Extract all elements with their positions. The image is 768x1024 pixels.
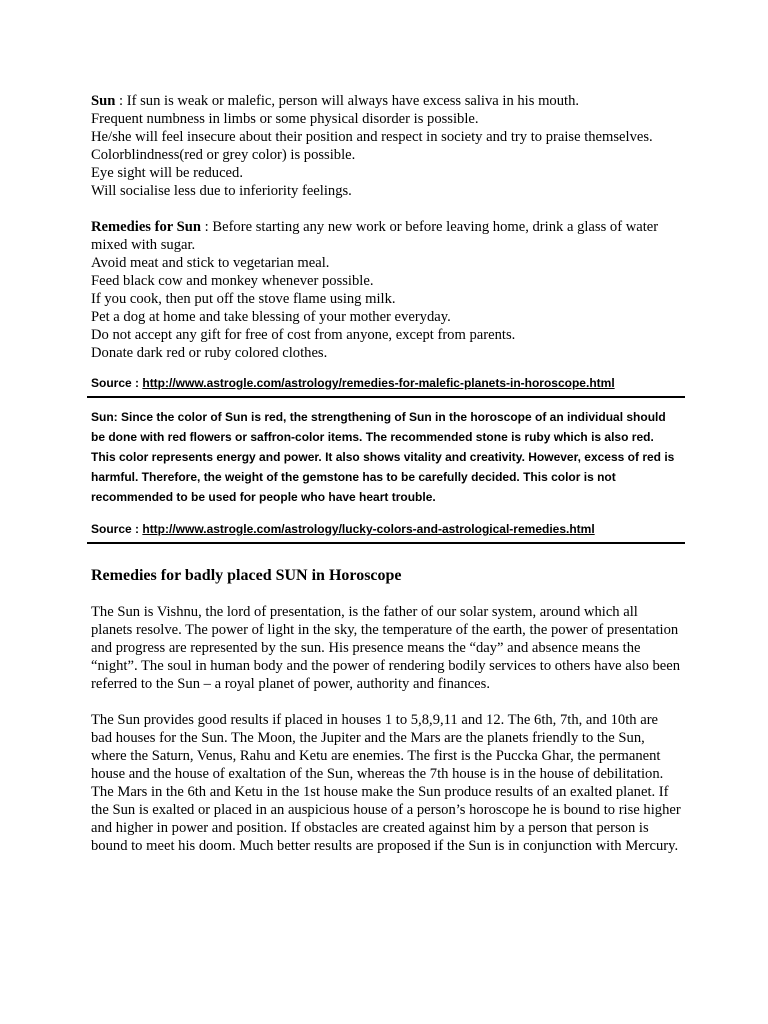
sun-effect-item: He/she will feel insecure about their position and respect in society and try to praise themselves. bbox=[91, 129, 653, 145]
source-label: Source : bbox=[91, 522, 143, 536]
sun-effects-section bbox=[91, 92, 681, 200]
sun-effect-text: If sun is weak or malefic, person will always have excess saliva in his mouth. bbox=[126, 93, 580, 109]
source-link-1[interactable]: http://www.astrogle.com/astrology/remedies-for-malefic-planets-in-horoscope.html bbox=[142, 376, 615, 390]
sun-effects-first-line bbox=[91, 92, 681, 110]
sun-effect-item: Eye sight will be reduced. bbox=[91, 165, 243, 181]
article-heading: Remedies for badly placed SUN in Horoscope bbox=[91, 567, 402, 584]
source-line-1 bbox=[91, 374, 681, 392]
remedy-item: Feed black cow and monkey whenever possible. bbox=[91, 273, 374, 289]
divider-1 bbox=[87, 396, 685, 398]
remedies-label: Remedies for Sun bbox=[91, 219, 201, 235]
document-page bbox=[91, 92, 681, 855]
sun-effect-item: Will socialise less due to inferiority feelings. bbox=[91, 183, 352, 199]
sun-label: Sun bbox=[91, 93, 116, 109]
article-paragraph-2: The Sun provides good results if placed in houses 1 to 5,8,9,11 and 12. The 6th, 7th, and 10th are bad houses for the Sun. The Moon, the Jupiter and the Mars are the planets friendly to the Sun, where the Saturn, Venus, Rahu and Ketu are enemies. The first is the Puccka Ghar, the permanent house and the house of exaltation of the Sun, whereas the 7th house is in the house of debilitation. The Mars in the 6th and Ketu in the 1st house make the Sun produce results of an exalted planet. If the Sun is exalted or placed in an auspicious house of a person’s horoscope he is bound to rise higher and higher in power and position. If obstacles are created against him by a person that person is bound to meet his doom. Much better results are proposed if the Sun is in conjunction with Mercury. bbox=[91, 712, 681, 854]
source-link-2[interactable]: http://www.astrogle.com/astrology/lucky-colors-and-astrological-remedies.html bbox=[142, 522, 595, 536]
remedy-item: Avoid meat and stick to vegetarian meal. bbox=[91, 255, 330, 271]
sun-color-section bbox=[91, 407, 681, 507]
sun-label-separator: : bbox=[115, 93, 127, 109]
source-label: Source : bbox=[91, 376, 143, 390]
sun-effect-item: Frequent numbness in limbs or some physical disorder is possible. bbox=[91, 111, 479, 127]
sun-effect-item: Colorblindness(red or grey color) is possible. bbox=[91, 147, 356, 163]
remedies-label-separator: : bbox=[201, 219, 213, 235]
divider-2 bbox=[87, 542, 685, 544]
remedies-section bbox=[91, 218, 681, 362]
remedy-text: Before starting any new work or before leaving home, drink a glass of water mixed with sugar. bbox=[91, 219, 659, 253]
source-line-2 bbox=[91, 520, 681, 538]
sun-color-text: Sun: Since the color of Sun is red, the strengthening of Sun in the horoscope of an individual should be done with red flowers or saffron-color items. The recommended stone is ruby which is also red. This color represents energy and power. It also shows vitality and creativity. However, excess of red is harmful. Therefore, the weight of the gemstone has to be carefully decided. This color is not recommended to be used for people who have heart trouble. bbox=[91, 410, 675, 504]
spacer bbox=[91, 693, 681, 711]
remedy-item: Donate dark red or ruby colored clothes. bbox=[91, 345, 328, 361]
spacer bbox=[91, 200, 681, 218]
remedies-first-item bbox=[91, 218, 681, 254]
remedy-item: Do not accept any gift for free of cost from anyone, except from parents. bbox=[91, 327, 516, 343]
remedy-item: Pet a dog at home and take blessing of your mother everyday. bbox=[91, 309, 451, 325]
remedy-item: If you cook, then put off the stove flame using milk. bbox=[91, 291, 396, 307]
article-paragraph-1: The Sun is Vishnu, the lord of presentation, is the father of our solar system, around which all planets resolve. The power of light in the sky, the temperature of the earth, the power of presentation and progress are represented by the sun. His presence means the “day” and absence means the “night”. The soul in human body and the power of rendering bodily services to others have also been referred to the Sun – a royal planet of power, authority and finances. bbox=[91, 604, 681, 692]
